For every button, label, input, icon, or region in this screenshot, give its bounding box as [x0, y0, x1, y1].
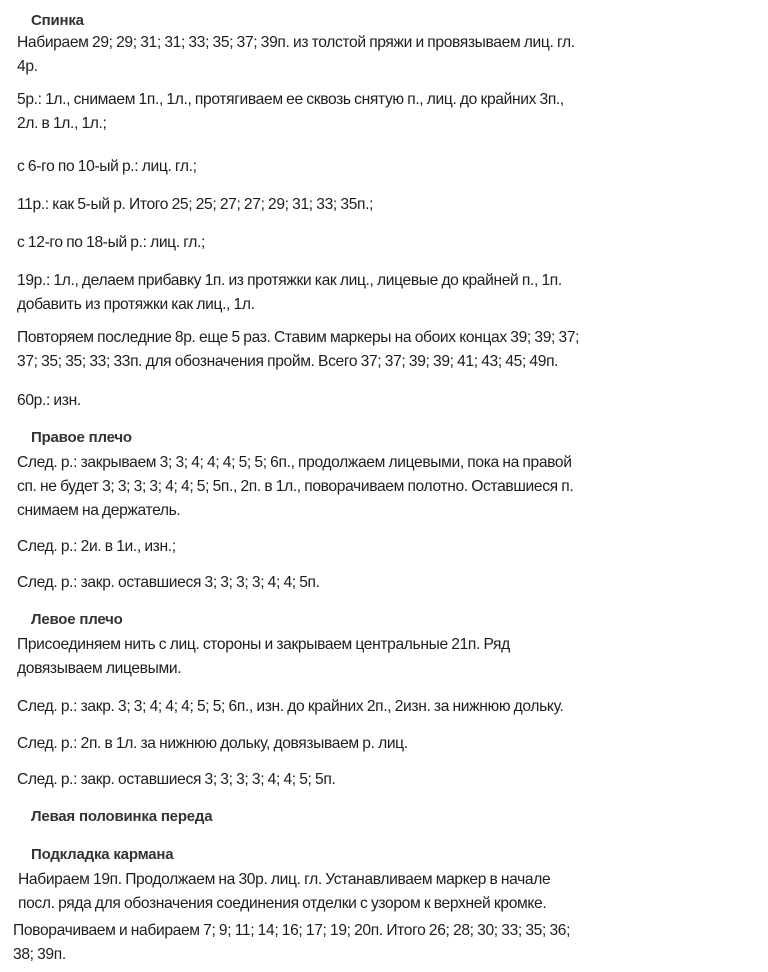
paragraph-line: 11р.: как 5-ый р. Итого 25; 25; 27; 27; 29; 31; 33; 35п.; — [17, 196, 374, 213]
paragraph-line: 4р. — [17, 58, 38, 75]
paragraph-line: Набираем 19п. Продолжаем на 30р. лиц. гл. Устанавливаем маркер в начале — [18, 871, 551, 888]
section-heading-left-shoulder: Левое плечо — [31, 611, 123, 628]
section-heading-back: Спинка — [31, 12, 84, 29]
paragraph-left-shoulder-final — [17, 768, 752, 792]
paragraph-line: 19р.: 1л., делаем прибавку 1п. из протяжки как лиц., лицевые до крайней п., 1п. — [17, 272, 562, 289]
paragraph-left-shoulder-dec — [17, 732, 752, 756]
paragraph-line: 38; 39п. — [13, 946, 66, 963]
paragraph-line: снимаем на держатель. — [17, 502, 181, 519]
paragraph-line: Присоединяем нить с лиц. стороны и закрываем центральные 21п. Ряд — [17, 636, 510, 653]
paragraph-left-shoulder-bind-off — [17, 695, 752, 719]
paragraph-line: 5р.: 1л., снимаем 1п., 1л., протягиваем ее сквозь снятую п., лиц. до крайних 3п., — [17, 91, 564, 108]
paragraph-line: довязываем лицевыми. — [17, 660, 182, 677]
paragraph-line: След. р.: 2п. в 1л. за нижнюю дольку, довязываем р. лиц. — [17, 735, 408, 752]
section-heading-right-shoulder: Правое плечо — [31, 429, 132, 446]
paragraph-line: След. р.: закр. 3; 3; 4; 4; 4; 5; 5; 6п., изн. до крайних 2п., 2изн. за нижнюю дольку. — [17, 698, 564, 715]
paragraph-line: След. р.: 2и. в 1и., изн.; — [17, 538, 176, 555]
paragraph-repeat — [17, 326, 752, 374]
section-heading-left-front: Левая половинка переда — [31, 808, 213, 825]
paragraph-right-shoulder-final — [17, 571, 752, 595]
paragraph-row-60 — [17, 389, 752, 413]
paragraph-line: След. р.: закр. оставшиеся 3; 3; 3; 3; 4; 4; 5; 5п. — [17, 771, 336, 788]
section-heading-pocket-lining: Подкладка кармана — [31, 846, 174, 863]
paragraph-pocket-cast-on — [18, 868, 753, 916]
paragraph-line: 37; 35; 35; 33; 33п. для обозначения пройм. Всего 37; 37; 39; 39; 41; 43; 45; 49п. — [17, 353, 559, 370]
paragraph-line: 60р.: изн. — [17, 392, 81, 409]
paragraph-line: 2л. в 1л., 1л.; — [17, 115, 107, 132]
paragraph-right-shoulder-bind-off — [17, 451, 752, 523]
paragraph-line: с 12-го по 18-ый р.: лиц. гл.; — [17, 234, 205, 251]
paragraph-rows-6-10 — [17, 155, 752, 179]
paragraph-line: добавить из протяжки как лиц., 1л. — [17, 296, 255, 313]
paragraph-row-5 — [17, 88, 752, 136]
paragraph-row-19 — [17, 269, 752, 317]
paragraph-line: След. р.: закр. оставшиеся 3; 3; 3; 3; 4; 4; 5п. — [17, 574, 320, 591]
paragraph-line: След. р.: закрываем 3; 3; 4; 4; 4; 5; 5; 6п., продолжаем лицевыми, пока на правой — [17, 454, 572, 471]
paragraph-line: Поворачиваем и набираем 7; 9; 11; 14; 16; 17; 19; 20п. Итого 26; 28; 30; 33; 35; 36; — [13, 922, 571, 939]
paragraph-line: Набираем 29; 29; 31; 31; 33; 35; 37; 39п. из толстой пряжи и провязываем лиц. гл. — [17, 34, 575, 51]
paragraph-line: Повторяем последние 8р. еще 5 раз. Ставим маркеры на обоих концах 39; 39; 37; — [17, 329, 580, 346]
paragraph-left-shoulder-join — [17, 633, 752, 681]
paragraph-line: с 6-го по 10-ый р.: лиц. гл.; — [17, 158, 197, 175]
paragraph-rows-12-18 — [17, 231, 752, 255]
paragraph-line: сп. не будет 3; 3; 3; 3; 4; 4; 5; 5п., 2п. в 1л., поворачиваем полотно. Оставшиеся п. — [17, 478, 574, 495]
paragraph-row-11 — [17, 193, 752, 217]
paragraph-cast-on — [17, 31, 752, 79]
paragraph-right-shoulder-dec — [17, 535, 752, 559]
paragraph-pocket-turn — [13, 919, 748, 967]
paragraph-line: посл. ряда для обозначения соединения отделки с узором к верхней кромке. — [18, 895, 547, 912]
